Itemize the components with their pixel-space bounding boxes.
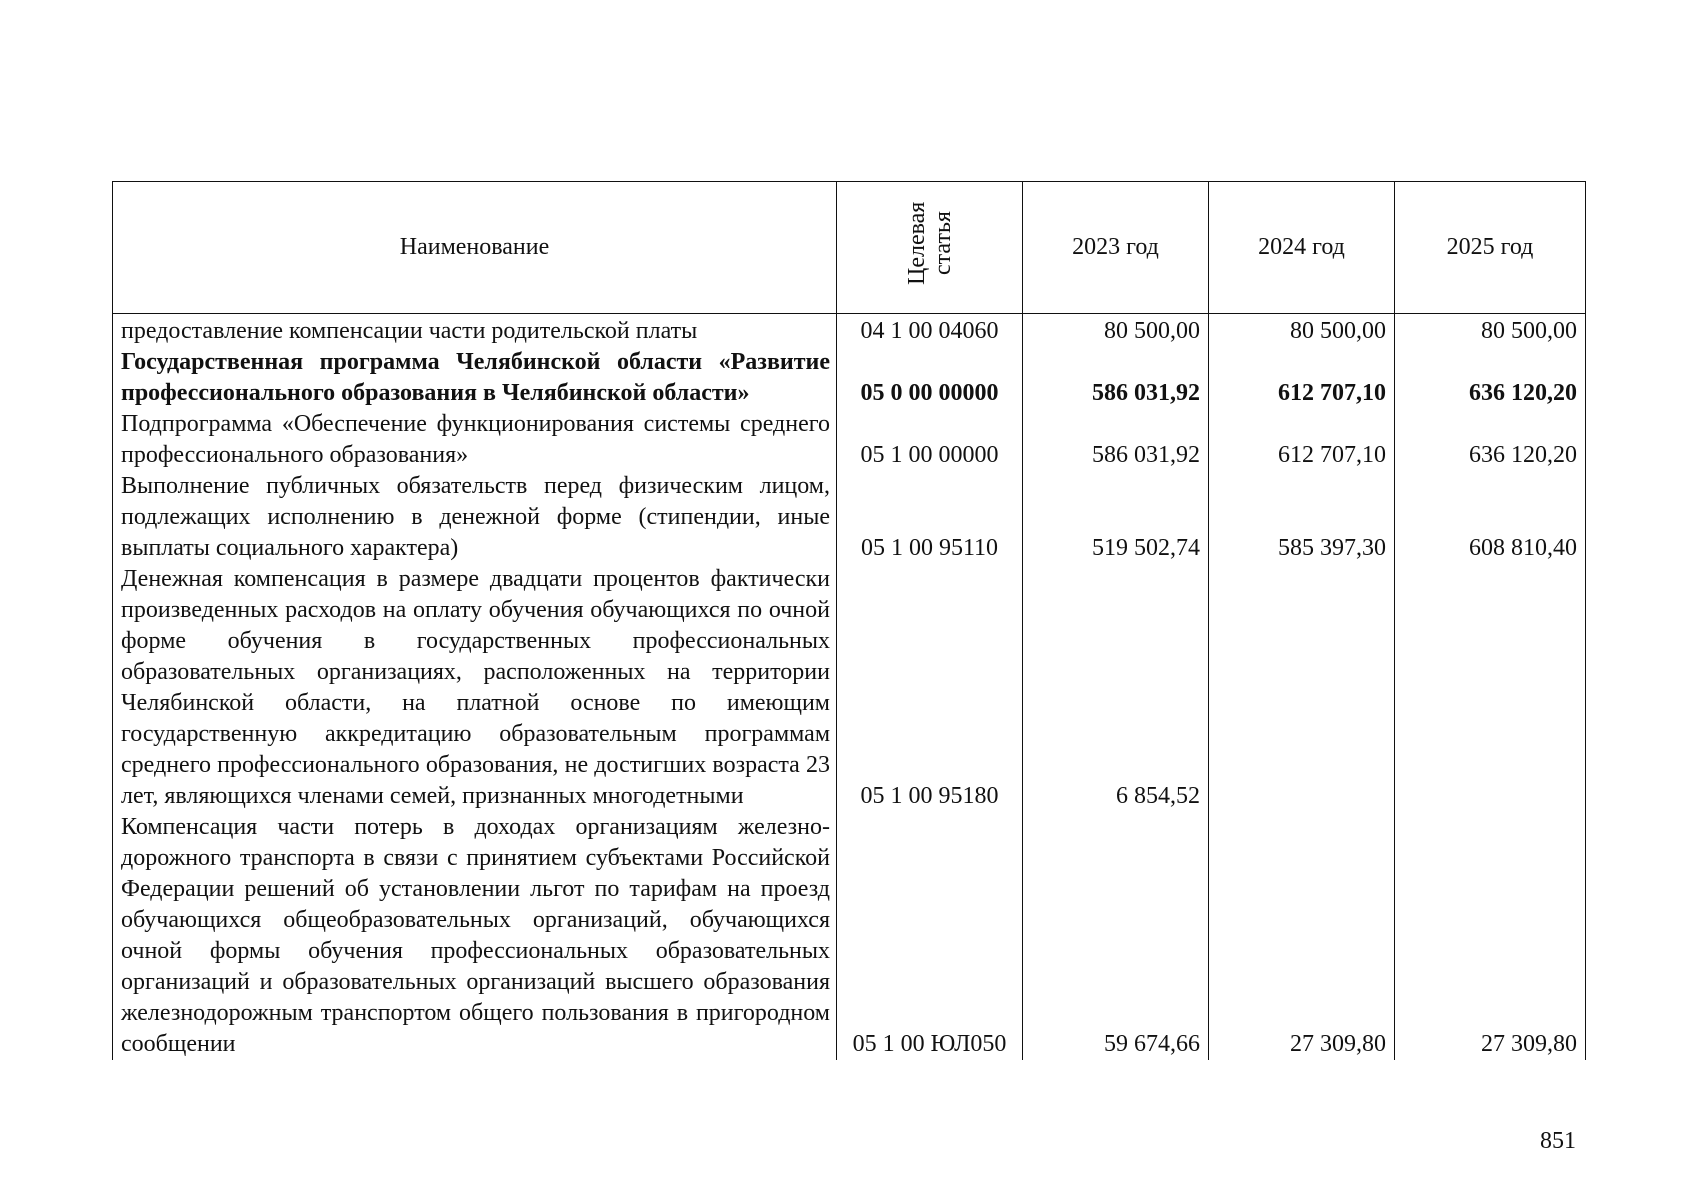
row-code-cell: 05 1 00 95180	[837, 564, 1023, 812]
table-header	[113, 182, 1586, 314]
row-value-2025: 27 309,80	[1395, 812, 1586, 1060]
row-value-2024	[1209, 564, 1395, 812]
table-row	[113, 564, 1586, 812]
row-name-cell: Компенсация части потерь в доходах организациям железнодорожного транспорта в связи с принятием субъектами Российской Федерации решений об установлении льгот по тарифам на проезд обучающихся общеобразовательных организаций, обучающихся очной формы обучения профессиональных образовательных организаций и образовательных организаций высшего образования железнодорожным транспортом общего пользования в пригородном сообщении	[113, 812, 837, 1060]
budget-table-container	[112, 181, 1585, 1060]
header-year-2024: 2024 год	[1209, 182, 1395, 314]
row-value-2025	[1395, 564, 1586, 812]
header-row	[113, 182, 1586, 314]
row-code-cell: 05 0 00 00000	[837, 347, 1023, 409]
row-value-2023: 80 500,00	[1023, 314, 1209, 348]
header-year-2023: 2023 год	[1023, 182, 1209, 314]
row-value-2025: 80 500,00	[1395, 314, 1586, 348]
row-value-2025: 608 810,40	[1395, 471, 1586, 564]
table-body	[113, 314, 1586, 1061]
row-value-2023: 519 502,74	[1023, 471, 1209, 564]
row-code-cell: 04 1 00 04060	[837, 314, 1023, 348]
row-name-cell: Выполнение публичных обязательств перед физическим лицом, подлежащих исполнению в денежной форме (стипендии, иные выплаты социального характера)	[113, 471, 837, 564]
budget-table	[112, 181, 1586, 1060]
table-row	[113, 347, 1586, 409]
row-code-cell: 05 1 00 95110	[837, 471, 1023, 564]
row-value-2024: 80 500,00	[1209, 314, 1395, 348]
row-name-cell: Государственная программа Челябинской области «Развитие профессионального образования в Челябинской области»	[113, 347, 837, 409]
table-row	[113, 409, 1586, 471]
header-code-label: Целевая статья	[903, 201, 956, 285]
row-value-2023: 6 854,52	[1023, 564, 1209, 812]
table-row	[113, 314, 1586, 348]
row-value-2024: 27 309,80	[1209, 812, 1395, 1060]
row-name-cell: предоставление компенсации части родительской платы	[113, 314, 837, 348]
header-year-2025: 2025 год	[1395, 182, 1586, 314]
page-number: 851	[1540, 1128, 1576, 1154]
row-value-2025: 636 120,20	[1395, 347, 1586, 409]
row-value-2025: 636 120,20	[1395, 409, 1586, 471]
row-value-2024: 612 707,10	[1209, 409, 1395, 471]
table-row	[113, 471, 1586, 564]
row-name-cell: Подпрограмма «Обеспечение функционирования системы среднего профессионального образования»	[113, 409, 837, 471]
row-name-cell: Денежная компенсация в размере двадцати процентов фактически произведенных расходов на оплату обучения обучающихся по очной форме обучения в государственных профессиональных образовательных организациях, расположенных на территории Челябинской области, на платной основе по имеющим государственную аккредитацию образовательным программам среднего профессионального образования, не достигших возраста 23 лет, являющихся членами семей, признанных многодетными	[113, 564, 837, 812]
row-value-2023: 586 031,92	[1023, 409, 1209, 471]
table-row	[113, 812, 1586, 1060]
row-value-2023: 586 031,92	[1023, 347, 1209, 409]
row-value-2024: 612 707,10	[1209, 347, 1395, 409]
header-name: Наименование	[113, 182, 837, 314]
row-code-cell: 05 1 00 00000	[837, 409, 1023, 471]
row-value-2024: 585 397,30	[1209, 471, 1395, 564]
row-code-cell: 05 1 00 ЮЛ050	[837, 812, 1023, 1060]
row-value-2023: 59 674,66	[1023, 812, 1209, 1060]
header-code	[837, 182, 1023, 314]
